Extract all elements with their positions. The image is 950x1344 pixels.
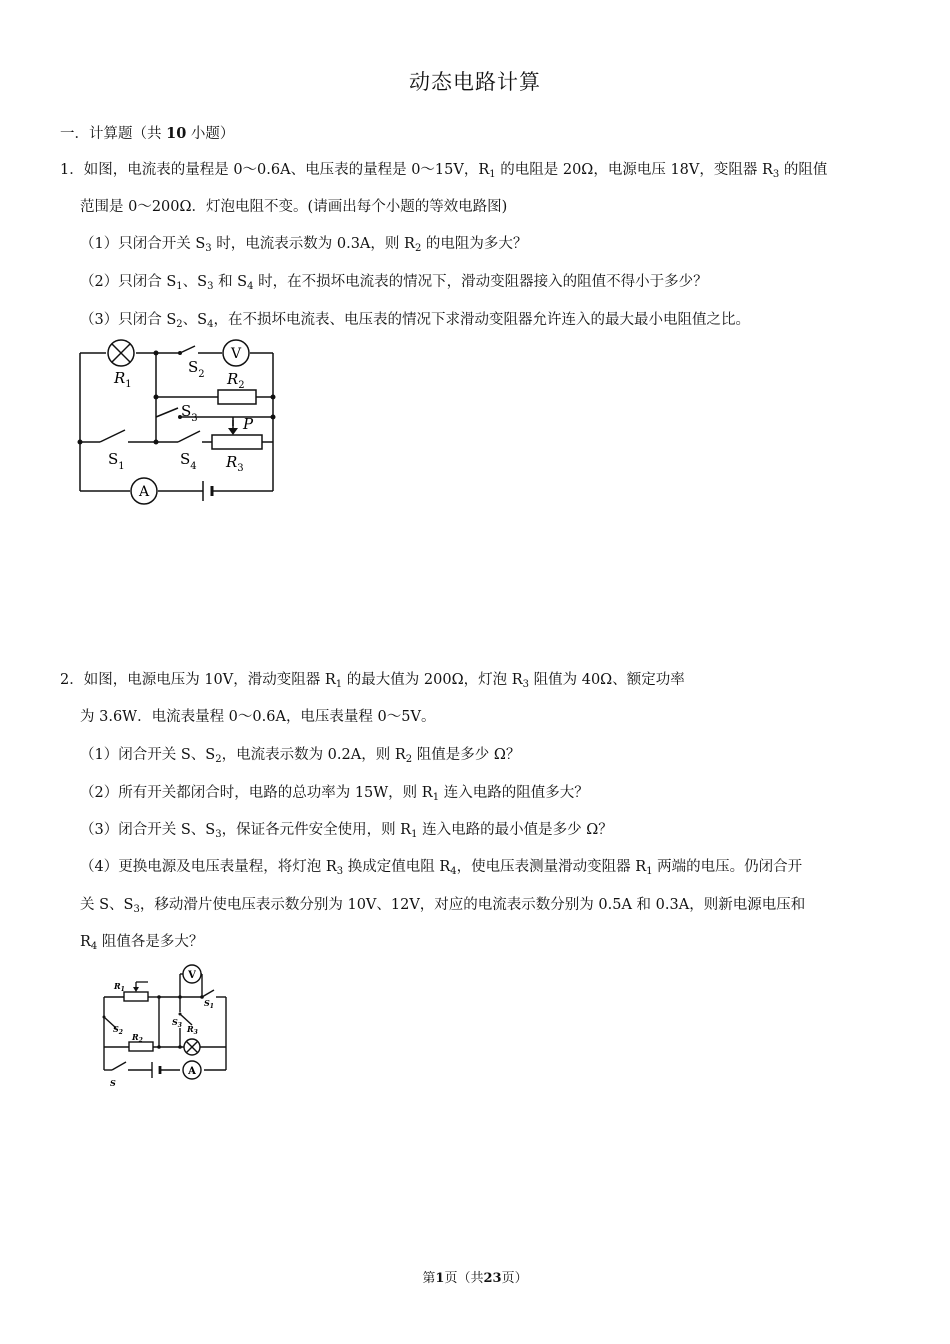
lamp-icon bbox=[184, 1039, 200, 1055]
q2-sub-2: （2）所有开关都闭合时，电路的总功率为 15W，则 $R_1$ 连入电路的阻值多大？ bbox=[80, 785, 589, 803]
battery-icon bbox=[152, 1062, 160, 1078]
svg-text:P: P bbox=[243, 415, 254, 433]
section-heading: 一．计算题（共 10 小题） bbox=[60, 125, 235, 142]
svg-text:S3: $S_3$ bbox=[181, 402, 198, 424]
battery-icon bbox=[203, 481, 212, 501]
q2-line-1: 2．如图，电源电压为 10V，滑动变阻器 $R_1$ 的最大值为 200Ω，灯泡 $R_3$ 阻值为 40Ω、额定功率 bbox=[60, 672, 685, 690]
q1-sub-1: （1）只闭合开关 $S_3$ 时，电流表示数为 0.3A，则 $R_2$ 的电阻为多大？ bbox=[80, 236, 528, 254]
svg-text:R1: $R_1$ bbox=[114, 369, 132, 390]
svg-text:S2: $S_2$ bbox=[188, 358, 205, 380]
svg-text:R1: $R_1$ bbox=[114, 981, 125, 993]
svg-text:S: S bbox=[110, 1078, 116, 1088]
q1-line-2: 范围是 0～200Ω．灯泡电阻不变。(请画出每个小题的等效电路图) bbox=[80, 199, 508, 215]
ammeter-icon bbox=[183, 1061, 201, 1079]
lamp-icon bbox=[108, 340, 134, 366]
voltmeter-icon bbox=[183, 965, 201, 983]
q1-line-1: 1．如图，电流表的量程是 0～0.6A、电压表的量程是 0～15V，$R_1$ 的电阻是 20Ω，电源电压 18V，变阻器 $R_3$ 的阻值 bbox=[60, 162, 828, 180]
voltmeter-icon bbox=[223, 340, 249, 366]
ammeter-icon bbox=[131, 478, 157, 504]
q2-circuit-diagram bbox=[84, 962, 234, 1092]
q2-line-2: 为 3.6W．电流表量程 0～0.6A，电压表量程 0～5V。 bbox=[80, 709, 436, 725]
q2-sub-4: （4）更换电源及电压表量程，将灯泡 $R_3$ 换成定值电阻 $R_4$，使电压表测量滑动变阻器 $R_1$ 两端的电压。仍闭合开 bbox=[80, 859, 803, 877]
svg-text:A: A bbox=[138, 484, 150, 500]
slider-arrow-icon bbox=[133, 982, 148, 992]
svg-text:S4: $S_4$ bbox=[180, 450, 197, 472]
svg-text:A: A bbox=[188, 1066, 196, 1077]
svg-text:S2: $S_2$ bbox=[113, 1024, 123, 1036]
q2-sub-4-cont: 关 S、$S_3$，移动滑片使电压表示数分别为 10V、12V，对应的电流表示数分别为 0.5A 和 0.3A，则新电源电压和 bbox=[80, 897, 806, 915]
q1-sub-3: （3）只闭合 $S_2$、$S_4$，在不损坏电流表、电压表的情况下求滑动变阻器允许连入的最大最小电阻值之比。 bbox=[80, 312, 750, 330]
svg-text:R2: $R_2$ bbox=[132, 1032, 143, 1044]
q2-sub-4-end: $R_4$ 阻值各是多大？ bbox=[80, 934, 204, 952]
svg-text:S3: $S_3$ bbox=[172, 1017, 182, 1029]
q1-circuit-diagram bbox=[70, 336, 290, 506]
svg-text:S1: $S_1$ bbox=[108, 450, 125, 472]
svg-text:V: V bbox=[230, 346, 242, 362]
svg-text:V: V bbox=[188, 970, 196, 981]
svg-text:R3: $R_3$ bbox=[226, 453, 244, 474]
q1-sub-2: （2）只闭合 $S_1$、$S_3$ 和 $S_4$ 时，在不损坏电流表的情况下，滑动变阻器接入的阻值不得小于多少？ bbox=[80, 274, 708, 292]
q2-sub-3: （3）闭合开关 S、$S_3$，保证各元件安全使用，则 $R_1$ 连入电路的最小值是多少 Ω？ bbox=[80, 822, 613, 840]
page-footer: 第1页（共23页） bbox=[422, 1271, 528, 1286]
page-title: 动态电路计算 bbox=[409, 70, 541, 94]
q2-sub-1: （1）闭合开关 S、$S_2$，电流表示数为 0.2A，则 $R_2$ 阻值是多少 Ω？ bbox=[80, 747, 521, 765]
slider-arrow-icon bbox=[228, 420, 238, 435]
svg-text:S1: $S_1$ bbox=[204, 998, 214, 1010]
svg-text:R3: $R_3$ bbox=[187, 1024, 198, 1036]
svg-text:R2: $R_2$ bbox=[227, 370, 245, 391]
